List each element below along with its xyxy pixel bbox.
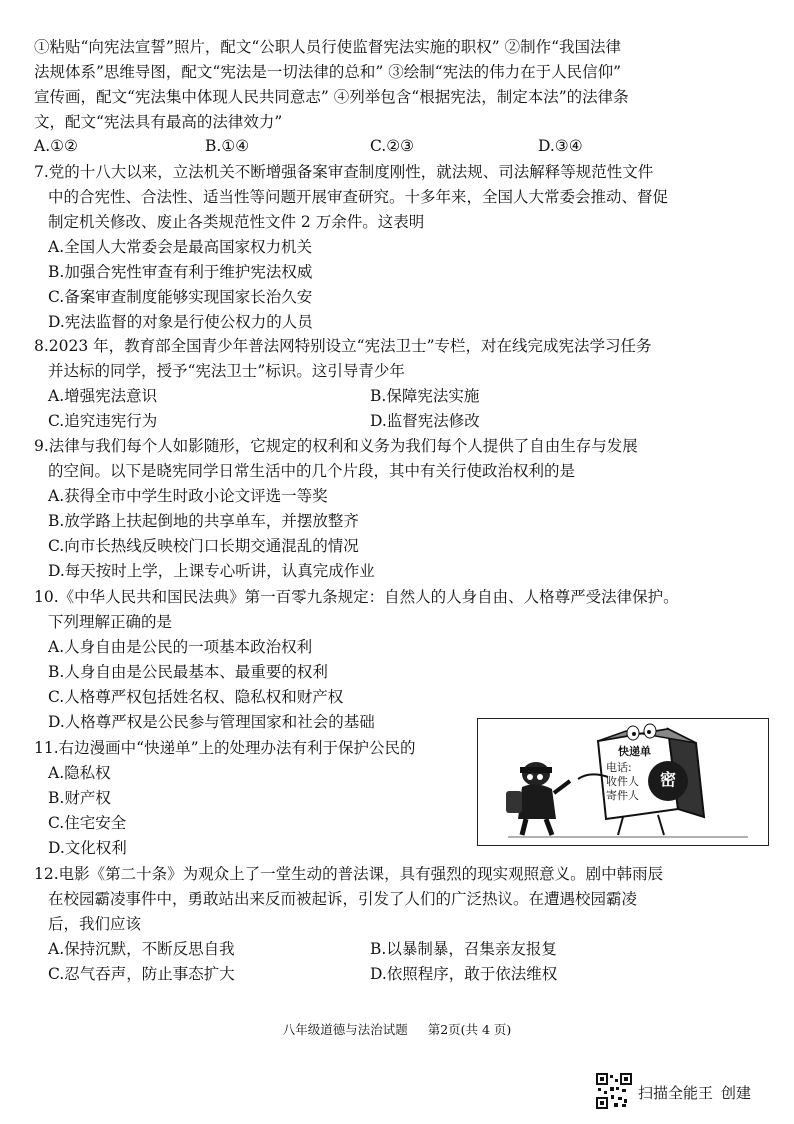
express-slip-cartoon — [477, 718, 769, 846]
q10-option-c: C.人格尊严权包括姓名权、隐私权和财产权 — [48, 688, 344, 706]
q12-stem-line-1: 12.电影《第二十条》为观众上了一堂生动的普法课，具有强烈的现实观照意义。剧中韩雨辰 — [34, 865, 664, 883]
q7-option-d: D.宪法监督的对象是行使公权力的人员 — [48, 313, 313, 331]
q10-option-d: D.人格尊严权是公民参与管理国家和社会的基础 — [48, 713, 375, 731]
thief-figure — [506, 762, 570, 835]
page-footer — [0, 1022, 794, 1038]
q12-stem-line-2: 在校园霸凌事件中，勇敢站出来反而被起诉，引发了人们的广泛热议。在遭遇校园霸凌 — [48, 890, 638, 908]
q11-option-a: A.隐私权 — [48, 764, 111, 782]
q8-option-a: A.增强宪法意识 — [48, 387, 158, 405]
q8-option-c: C.追究违宪行为 — [48, 412, 158, 430]
q10-stem-line-2: 下列理解正确的是 — [48, 613, 173, 631]
q12-option-b: B.以暴制暴，召集亲友报复 — [370, 940, 557, 958]
q9-option-d: D.每天按时上学，上课专心听讲，认真完成作业 — [48, 562, 375, 580]
q6-text-line-2: 法规体系”思维导图，配文“宪法是一切法律的总和” ③绘制“宪法的伟力在于人民信仰” — [34, 63, 622, 81]
q12-stem-line-3: 后，我们应该 — [48, 915, 142, 933]
q11-stem: 11.右边漫画中“快递单”上的处理办法有利于保护公民的 — [34, 739, 416, 757]
q8-stem-line-2: 并达标的同学，授予“宪法卫士”标识。这引导青少年 — [48, 362, 405, 380]
q9-option-c: C.向市长热线反映校门口长期交通混乱的情况 — [48, 537, 359, 555]
q10-option-b: B.人身自由是公民最基本、最重要的权利 — [48, 663, 328, 681]
q10-option-a: A.人身自由是公民的一项基本政治权利 — [48, 638, 313, 656]
secret-stamp: 密 — [660, 770, 677, 789]
q7-option-c: C.备案审查制度能够实现国家长治久安 — [48, 288, 313, 306]
q12-option-d: D.依照程序，敢于依法维权 — [370, 965, 558, 983]
q6-option-b: B.①④ — [205, 137, 250, 155]
q6-option-a: A.①② — [34, 137, 78, 155]
q6-option-d: D.③④ — [538, 137, 583, 155]
q9-option-b: B.放学路上扶起倒地的共享单车，并摆放整齐 — [48, 512, 359, 530]
q6-text-line-1: ①粘贴“向宪法宣誓”照片，配文“公职人员行使监督宪法实施的职权” ②制作“我国法律 — [34, 38, 622, 56]
q9-option-a: A.获得全市中学生时政小论文评选一等奖 — [48, 487, 328, 505]
q8-stem-line-1: 8.2023 年，教育部全国青少年普法网特别设立“宪法卫士”专栏，对在线完成宪法学习任务 — [34, 337, 652, 355]
q8-option-b: B.保障宪法实施 — [370, 387, 480, 405]
q11-option-c: C.住宅安全 — [48, 814, 127, 832]
q9-stem-line-2: 的空间。以下是晓宪同学日常生活中的几个片段，其中有关行使政治权利的是 — [48, 462, 576, 480]
q12-option-a: A.保持沉默，不断反思自我 — [48, 940, 235, 958]
slip-line-recipient: 收件人 — [606, 775, 639, 788]
q7-stem-line-1: 7.党的十八大以来，立法机关不断增强备案审查制度刚性，就法规、司法解释等规范性文件 — [34, 163, 654, 181]
q7-option-a: A.全国人大常委会是最高国家权力机关 — [48, 238, 313, 256]
q6-option-c: C.②③ — [370, 137, 415, 155]
package-figure — [578, 724, 704, 835]
q6-text-line-4: 文，配文“宪法具有最高的法律效力” — [34, 113, 283, 131]
q7-stem-line-2: 中的合宪性、合法性、适当性等问题开展审查研究。十多年来，全国人大常委会推动、督促 — [48, 188, 669, 206]
q10-stem-line-1: 10.《中华人民共和国民法典》第一百零九条规定：自然人的人身自由、人格尊严受法律保护。 — [34, 588, 679, 606]
q7-stem-line-3: 制定机关修改、废止各类规范性文件 2 万余件。这表明 — [48, 213, 425, 231]
qr-code-icon — [596, 1073, 632, 1109]
slip-line-sender: 寄件人 — [606, 789, 639, 802]
q11-option-b: B.财产权 — [48, 789, 111, 807]
scanner-action: 创建 — [721, 1084, 752, 1102]
footer-page-number: 第2页(共 4 页) — [427, 1022, 512, 1037]
slip-line-phone: 电话: — [606, 761, 632, 774]
q11-option-d: D.文化权利 — [48, 839, 127, 857]
slip-title: 快递单 — [618, 745, 651, 758]
q7-option-b: B.加强合宪性审查有利于维护宪法权威 — [48, 263, 313, 281]
footer-subject: 八年级道德与法治试题 — [282, 1022, 408, 1037]
q6-text-line-3: 宣传画，配文“宪法集中体现人民共同意志” ④列举包含“根据宪法，制定本法”的法律条 — [34, 88, 629, 106]
q8-option-d: D.监督宪法修改 — [370, 412, 480, 430]
scanner-app-name: 扫描全能王 — [638, 1084, 714, 1102]
q12-option-c: C.忍气吞声，防止事态扩大 — [48, 965, 235, 983]
q9-stem-line-1: 9.法律与我们每个人如影随形，它规定的权利和义务为我们每个人提供了自由生存与发展 — [34, 437, 638, 455]
